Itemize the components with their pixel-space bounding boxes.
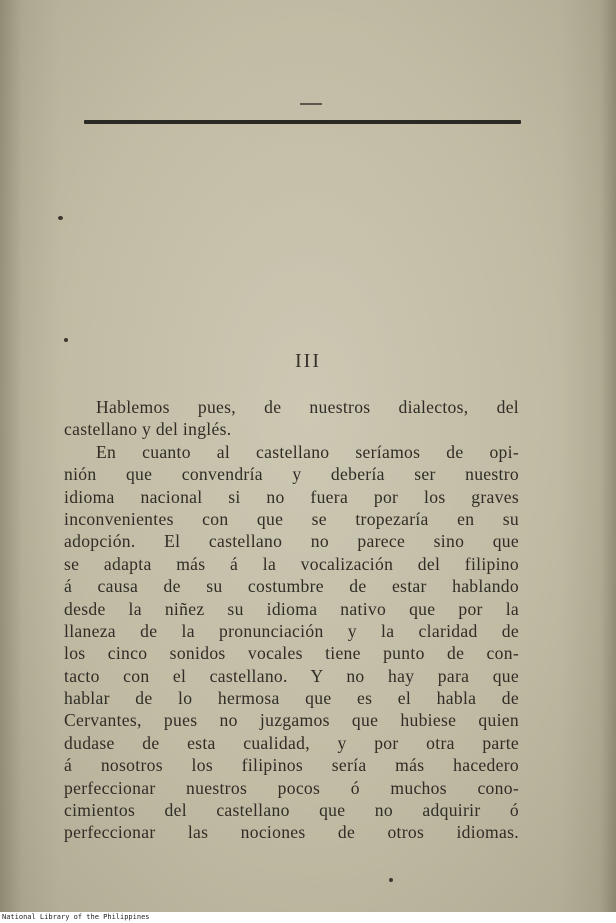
text-line: los cinco sonidos vocales tiene punto de con- — [64, 643, 519, 664]
text-line: se adapta más á la vocalización del filipino — [64, 553, 519, 574]
text-line: cimientos del castellano que no adquirir ó — [64, 800, 519, 821]
text-line: Hablemos pues, de nuestros dialectos, del — [96, 397, 519, 417]
text-line: á causa de su costumbre de estar hablando — [64, 576, 519, 597]
text-line: tacto con el castellano. Y no hay para que — [64, 665, 519, 686]
text-line: dudase de esta cualidad, y por otra parte — [64, 732, 519, 753]
text-line: hablar de lo hermosa que es el habla de — [64, 688, 519, 709]
text-line: perfeccionar nuestros pocos ó muchos cono- — [64, 777, 519, 798]
text-line: perfeccionar las nociones de otros idiomas. — [64, 822, 519, 843]
text-line: idioma nacional si no fuera por los graves — [64, 486, 519, 507]
text-line: adopción. El castellano no parece sino que — [64, 531, 519, 552]
body-paragraphs — [64, 396, 519, 844]
text-line: Cervantes, pues no juzgamos que hubiese quien — [64, 710, 519, 731]
ink-speck — [389, 878, 393, 882]
text-line: á nosotros los filipinos sería más hacedero — [64, 755, 519, 776]
top-dash — [300, 103, 322, 105]
ink-speck — [64, 338, 68, 342]
text-line: En cuanto al castellano seríamos de opi- — [96, 441, 519, 462]
footer-credit: National Library of the Philippines — [2, 913, 150, 921]
text-line: nión que convendría y debería ser nuestro — [64, 464, 519, 485]
chapter-heading: III — [295, 350, 321, 372]
text-line: inconvenientes con que se tropezaría en su — [64, 508, 519, 529]
ink-speck — [58, 216, 63, 220]
horizontal-rule — [84, 120, 521, 124]
text-line: llaneza de la pronunciación y la claridad de — [64, 620, 519, 641]
footer-bar — [0, 912, 616, 923]
text-line: desde la niñez su idioma nativo que por la — [64, 598, 519, 619]
text-line: castellano y del inglés. — [64, 419, 232, 440]
